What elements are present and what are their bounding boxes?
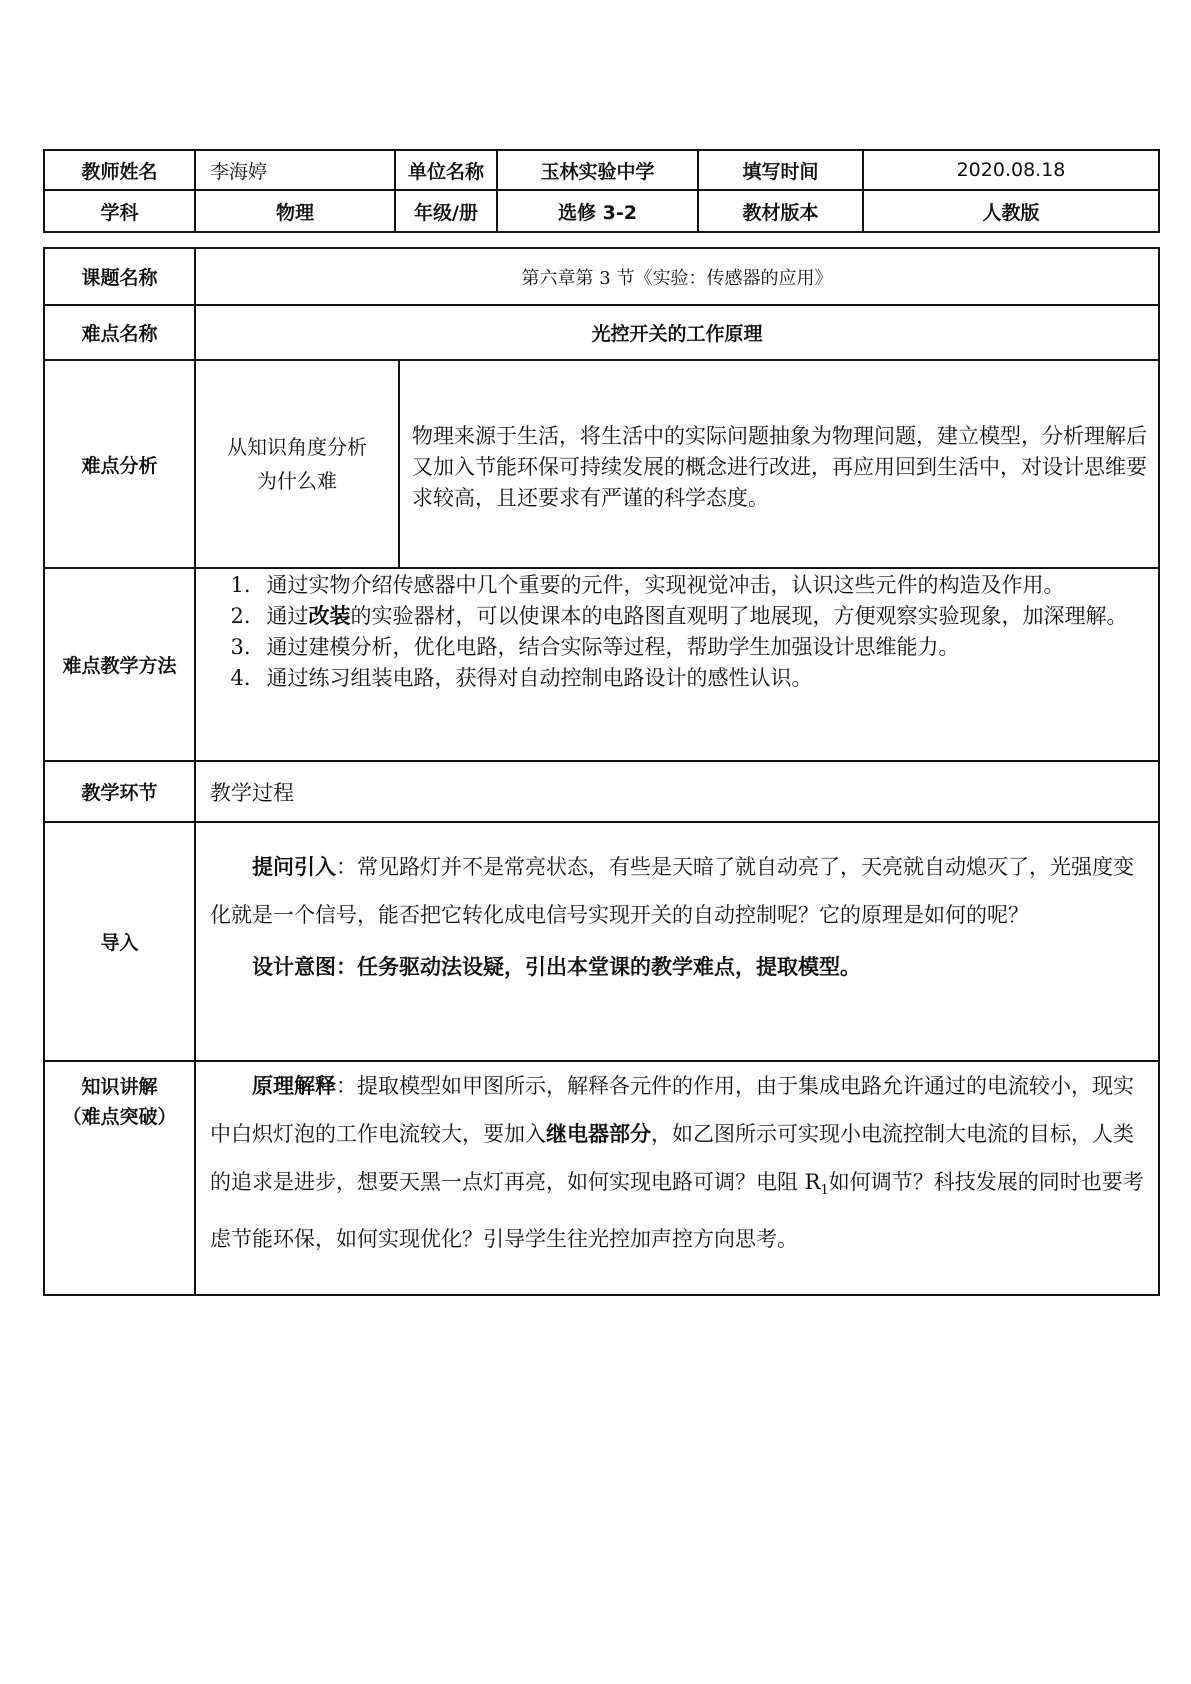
item-text: 通过建模分析，优化电路，结合实际等过程，帮助学生加强设计思维能力。 [266,635,960,659]
knowledge-paragraph [210,1062,1148,1263]
teacher-name-text: 李海婷 [210,160,268,183]
analysis-text-cell [400,361,1158,567]
stage-value-text: 教学过程 [210,780,294,805]
methods-list [231,570,1128,694]
item-text: 通过 [266,604,309,628]
methods-cell [196,569,1158,760]
intro-cell [196,823,1158,1060]
stage-value [196,762,1158,821]
item-number: 1. [230,573,251,597]
knowledge-text [210,1062,1148,1263]
stage-row [43,760,1160,823]
analysis-label: 难点分析 [45,361,196,567]
methods-item [231,663,1128,694]
knowledge-label [45,1062,196,1294]
difficulty-value: 光控开关的工作原理 [591,323,763,345]
teacher-label: 教师姓名 [45,151,196,189]
knowledge-cell [196,1062,1158,1294]
topic-label: 课题名称 [45,249,196,304]
knowledge-label-2: （难点突破） [62,1106,177,1128]
intro-text [210,843,1148,991]
methods-item [231,601,1128,632]
methods-item [231,570,1128,601]
analysis-text: 物理来源于生活，将生活中的实际问题抽象为物理问题，建立模型，分析理解后又加入节能环保可持续发展的概念进行改进，再应用回到生活中，对设计思维要求较高，且还要求有严谨的科学态度。 [412,424,1147,510]
knowledge-body-1: ：提取模型如甲图所示，解释各元件的作用，由于集成电路允许通过的电流较小，现实中白炽灯泡的工作电流较大，要加入 [210,1074,1134,1146]
item-text: 通过实物介绍传感器中几个重要的元件，实现视觉冲击，认识这些元件的构造及作用。 [266,573,1065,597]
difficulty-label: 难点名称 [45,306,196,359]
difficulty-row [43,304,1160,361]
unit-name: 玉林实验中学 [498,151,699,189]
methods-label: 难点教学方法 [45,569,196,760]
topic-row [43,247,1160,306]
topic-value: 第六章第 3 节《实验：传感器的应用》 [521,267,833,289]
unit-label: 单位名称 [396,151,498,189]
analysis-sub-label [196,361,400,567]
intro-design: 设计意图：任务驱动法设疑，引出本堂课的教学难点，提取模型。 [252,955,861,979]
item-number: 2. [230,604,251,628]
knowledge-body-3: 如何调节？科技发展的同时也要考虑节能环保，如何实现优化？引导学生往光控加声控方向思考。 [210,1170,1144,1252]
knowledge-bold: 继电器部分 [546,1122,651,1146]
knowledge-lead: 原理解释 [252,1074,336,1098]
intro-lead: 提问引入 [252,855,336,879]
intro-label: 导入 [45,823,196,1060]
date-label: 填写时间 [699,151,864,189]
grade-label: 年级/册 [396,191,498,231]
edition-value: 人教版 [982,201,1040,224]
intro-body: ：常见路灯并不是常亮状态，有些是天暗了就自动亮了，天亮就自动熄灭了，光强度变化就是一个信号，能否把它转化成电信号实现开关的自动控制呢？它的原理是如何的呢？ [210,855,1134,927]
item-number: 3. [230,635,251,659]
item-text: 通过练习组装电路，获得对自动控制电路设计的感性认识。 [266,666,813,690]
methods-row [43,567,1160,762]
item-text: 的实验器材，可以使课本的电路图直观明了地展现，方便观察实验现象，加深理解。 [350,604,1128,628]
analysis-row [43,359,1160,569]
intro-paragraph [210,843,1148,939]
knowledge-row [43,1060,1160,1296]
analysis-sub-label-text: 从知识角度分析为什么难 [227,435,367,493]
teacher-name [196,151,396,189]
header-row-2 [43,189,1160,233]
knowledge-label-1: 知识讲解 [81,1076,158,1098]
grade-value: 选修 3-2 [498,191,699,231]
edition-label: 教材版本 [699,191,864,231]
knowledge-body-2: ，如乙图所示可实现小电流控制大电流的目标，人类的追求是进步，想要天黑一点灯再亮，如何实现电路可调？电阻 R [210,1122,1134,1194]
header-row-1 [43,149,1160,191]
item-number: 4. [230,666,251,690]
knowledge-subscript: 1 [820,1183,829,1199]
subject-value: 物理 [196,191,396,231]
stage-label: 教学环节 [45,762,196,821]
date-value: 2020.08.18 [956,159,1066,181]
item-text-bold: 改装 [308,604,351,628]
subject-label: 学科 [45,191,196,231]
methods-item [231,632,1128,663]
intro-row [43,821,1160,1062]
